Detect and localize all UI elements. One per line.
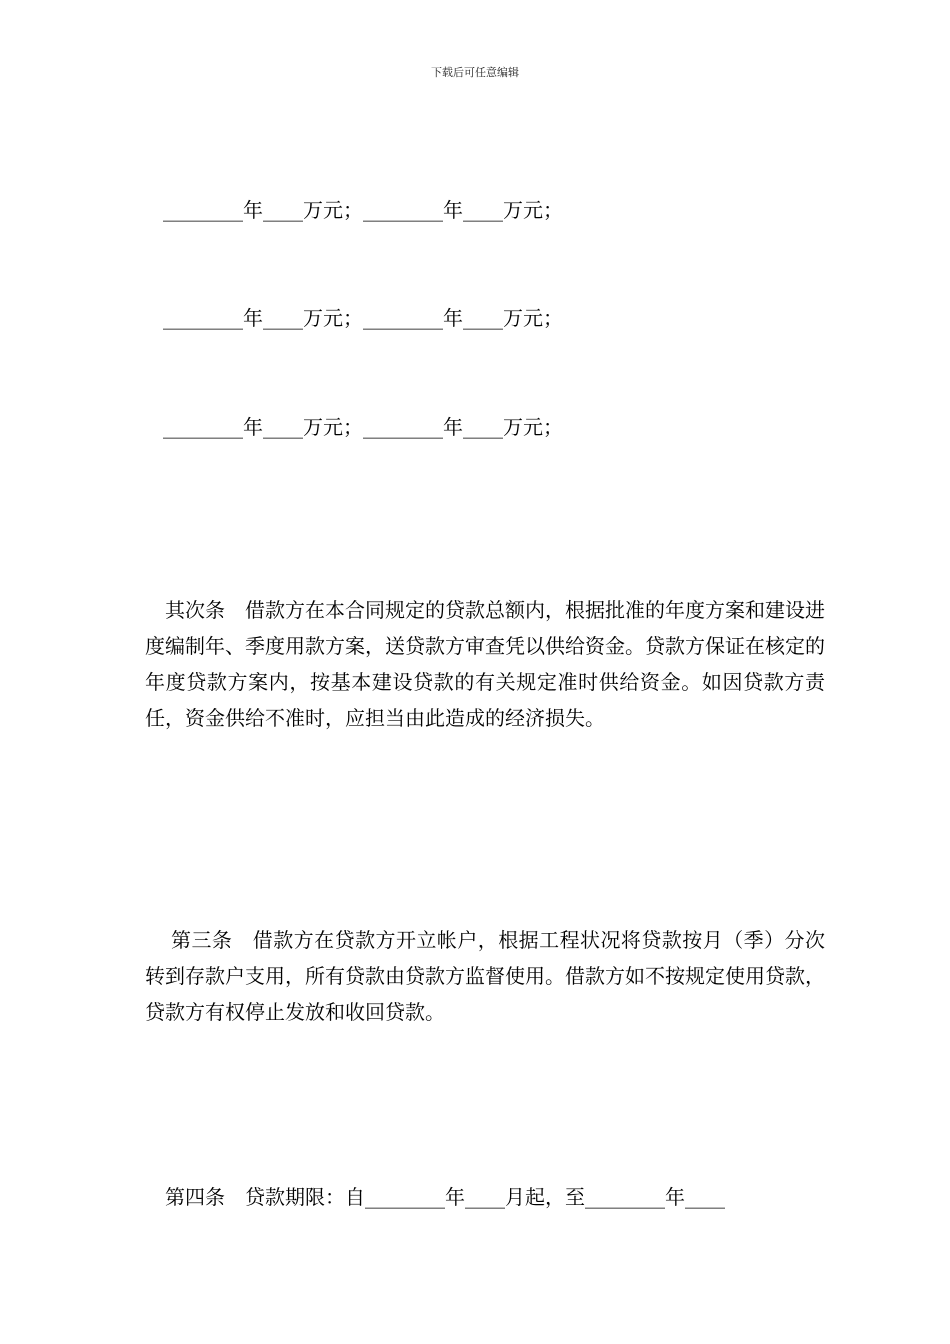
article-2-paragraph: 其次条 借款方在本合同规定的贷款总额内，根据批准的年度方案和建设进度编制年、季度用款方案，送贷款方审查凭以供给资金。贷款方保证在核定的年度贷款方案内，按基本建设贷款的有关规定准时供给资金。如因贷款方责任，资金供给不准时，应担当由此造成的经济损失。	[145, 598, 825, 730]
schedule-line-2: ________年____万元；________年____万元；	[163, 306, 563, 330]
article-3-paragraph: 第三条 借款方在贷款方开立帐户，根据工程状况将贷款按月（季）分次转到存款户支用，所有贷款由贷款方监督使用。借款方如不按规定使用贷款，贷款方有权停止发放和收回贷款。	[145, 928, 825, 1024]
article-4-paragraph: 第四条 贷款期限：自________年____月起，至________年____	[165, 1185, 725, 1209]
schedule-line-1: ________年____万元；________年____万元；	[163, 198, 563, 222]
page-header: 下载后可任意编辑	[431, 66, 519, 79]
schedule-line-3: ________年____万元；________年____万元；	[163, 415, 563, 439]
